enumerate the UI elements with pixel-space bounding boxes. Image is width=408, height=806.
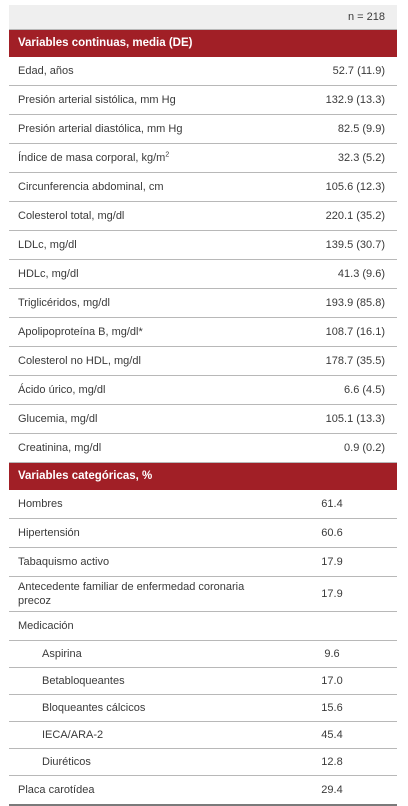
row-label: HDLc, mg/dl bbox=[9, 260, 267, 289]
sample-size-row bbox=[9, 5, 397, 30]
row-value: 9.6 bbox=[267, 641, 397, 668]
row-value: 17.0 bbox=[267, 668, 397, 695]
table-row bbox=[9, 548, 397, 577]
row-label: Presión arterial sistólica, mm Hg bbox=[9, 86, 267, 115]
row-value: 82.5 (9.9) bbox=[267, 115, 397, 144]
row-value: 29.4 bbox=[267, 776, 397, 806]
section-title: Variables continuas, media (DE) bbox=[9, 30, 397, 57]
row-value: 41.3 (9.6) bbox=[267, 260, 397, 289]
table-row bbox=[9, 376, 397, 405]
row-label: Antecedente familiar de enfermedad coronaria precoz bbox=[9, 577, 267, 612]
row-value: 139.5 (30.7) bbox=[267, 231, 397, 260]
row-label: Apolipoproteína B, mg/dl* bbox=[9, 318, 267, 347]
row-label: Colesterol no HDL, mg/dl bbox=[9, 347, 267, 376]
row-label: Hombres bbox=[9, 490, 267, 519]
row-value-empty bbox=[267, 612, 397, 641]
row-value: 220.1 (35.2) bbox=[267, 202, 397, 231]
table-row bbox=[9, 577, 397, 612]
table-row bbox=[9, 289, 397, 318]
table-row bbox=[9, 318, 397, 347]
row-label: LDLc, mg/dl bbox=[9, 231, 267, 260]
row-label: Presión arterial diastólica, mm Hg bbox=[9, 115, 267, 144]
row-value: 105.6 (12.3) bbox=[267, 173, 397, 202]
row-value: 45.4 bbox=[267, 722, 397, 749]
row-value: 52.7 (11.9) bbox=[267, 57, 397, 86]
row-value: 17.9 bbox=[267, 577, 397, 612]
row-value: 193.9 (85.8) bbox=[267, 289, 397, 318]
sample-size: n = 218 bbox=[267, 5, 397, 30]
row-label: Tabaquismo activo bbox=[9, 548, 267, 577]
table-row bbox=[9, 695, 397, 722]
row-value: 32.3 (5.2) bbox=[267, 144, 397, 173]
row-value: 60.6 bbox=[267, 519, 397, 548]
row-value: 0.9 (0.2) bbox=[267, 434, 397, 463]
row-label: Diuréticos bbox=[9, 749, 267, 776]
row-label: Colesterol total, mg/dl bbox=[9, 202, 267, 231]
row-label: Creatinina, mg/dl bbox=[9, 434, 267, 463]
table-row bbox=[9, 776, 397, 806]
row-value: 105.1 (13.3) bbox=[267, 405, 397, 434]
table-row bbox=[9, 202, 397, 231]
row-label: Glucemia, mg/dl bbox=[9, 405, 267, 434]
table-row bbox=[9, 668, 397, 695]
row-label: Ácido úrico, mg/dl bbox=[9, 376, 267, 405]
row-label: Edad, años bbox=[9, 57, 267, 86]
row-label: Triglicéridos, mg/dl bbox=[9, 289, 267, 318]
superscript: 2 bbox=[165, 151, 170, 159]
row-value: 12.8 bbox=[267, 749, 397, 776]
row-label: Betabloqueantes bbox=[9, 668, 267, 695]
row-label: Circunferencia abdominal, cm bbox=[9, 173, 267, 202]
sample-size-spacer bbox=[9, 5, 267, 30]
row-value: 17.9 bbox=[267, 548, 397, 577]
table-row bbox=[9, 722, 397, 749]
row-label: Placa carotídea bbox=[9, 776, 267, 806]
row-value: 108.7 (16.1) bbox=[267, 318, 397, 347]
medication-group-row bbox=[9, 612, 397, 641]
table-row bbox=[9, 490, 397, 519]
row-label-bmi bbox=[9, 144, 267, 173]
table-row bbox=[9, 519, 397, 548]
row-label: Aspirina bbox=[9, 641, 267, 668]
table-row bbox=[9, 144, 397, 173]
characteristics-table bbox=[9, 5, 397, 806]
table-row bbox=[9, 749, 397, 776]
row-label-text: Índice de masa corporal, kg/m bbox=[18, 152, 166, 164]
row-value: 6.6 (4.5) bbox=[267, 376, 397, 405]
section-header-continuous bbox=[9, 30, 397, 57]
row-label: Medicación bbox=[9, 612, 267, 641]
table-row bbox=[9, 231, 397, 260]
table-row bbox=[9, 260, 397, 289]
row-value: 15.6 bbox=[267, 695, 397, 722]
row-value: 61.4 bbox=[267, 490, 397, 519]
table-row bbox=[9, 115, 397, 144]
table-row bbox=[9, 434, 397, 463]
table-row bbox=[9, 86, 397, 115]
table-row bbox=[9, 641, 397, 668]
section-header-categorical bbox=[9, 463, 397, 490]
row-label: IECA/ARA-2 bbox=[9, 722, 267, 749]
row-label: Hipertensión bbox=[9, 519, 267, 548]
table-row bbox=[9, 57, 397, 86]
section-title: Variables categóricas, % bbox=[9, 463, 397, 490]
row-value: 178.7 (35.5) bbox=[267, 347, 397, 376]
row-label: Bloqueantes cálcicos bbox=[9, 695, 267, 722]
row-value: 132.9 (13.3) bbox=[267, 86, 397, 115]
table-row bbox=[9, 405, 397, 434]
table-row bbox=[9, 347, 397, 376]
table-row bbox=[9, 173, 397, 202]
